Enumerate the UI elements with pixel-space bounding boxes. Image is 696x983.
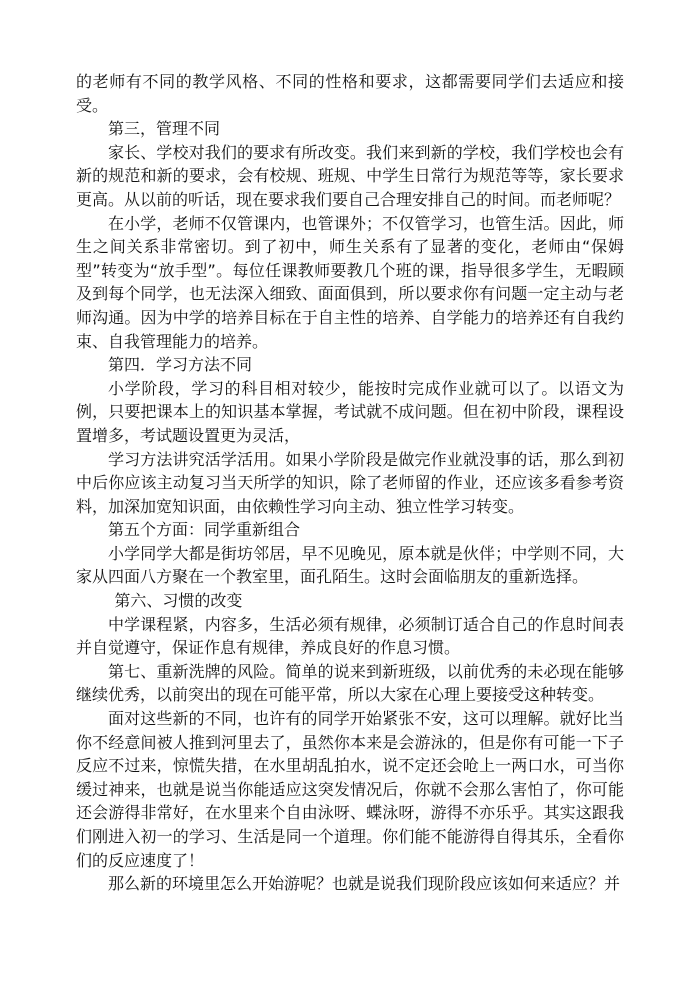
section-heading-classmates: 第五个方面：同学重新组合 (108, 520, 301, 540)
paragraph-study-primary: 小学阶段，学习的科目相对较少，能按时完成作业就可以了。以语文为例，只要把课本上的知识基本掌握，考试就不成问题。但在初中阶段，课程设置增多，考试题设置更为灵活， (76, 378, 624, 445)
paragraph-reshuffle-risk: 第七、重新洗牌的风险。简单的说来到新班级，以前优秀的未必现在能够继续优秀，以前突出的现在可能平常，所以大家在心理上要接受这种转变。 (76, 661, 624, 705)
paragraph-swimming-analogy: 面对这些新的不同，也许有的同学开始紧张不安，这可以理解。就好比当你不经意间被人推到河里去了，虽然你本来是会游泳的，但是你有可能一下子反应不过来，惊慌失措，在水里胡乱拍水，说不定还会呛上一两口水，可当你缓过神来，也就是说当你能适应这突发情况后，你就不会那么害怕了，你可能还会游得非常好，在水里来个自由泳呀、蝶泳呀，游得不亦乐乎。其实这跟我们刚进入初一的学习、生活是同一个道理。你们能不能游得自得其乐，全看你们的反应速度了！ (76, 709, 624, 870)
paragraph-study-methods: 学习方法讲究活学活用。如果小学阶段是做完作业就没事的话，那么到初中后你应该主动复习当天所学的知识，除了老师留的作业，还应该多看参考资料，加深加宽知识面，由依赖性学习向主动、独立性学习转变。 (76, 449, 624, 516)
paragraph-classmates: 小学同学大都是街坊邻居，早不见晚见，原本就是伙伴；中学则不同，大家从四面八方聚在一个教室里，面孔陌生。这时会面临朋友的重新选择。 (76, 543, 624, 587)
paragraph-management-parents: 家长、学校对我们的要求有所改变。我们来到新的学校，我们学校也会有新的规范和新的要求，会有校规、班规、中学生日常行为规范等等，家长要求更高。从以前的听话，现在要求我们要自己合理安排自己的时间。而老师呢？ (76, 142, 624, 209)
paragraph-continuation: 的老师有不同的教学风格、不同的性格和要求，这都需要同学们去适应和接受。 (76, 72, 624, 115)
paragraph-habits: 中学课程紧，内容多，生活必须有规律，必须制订适合自己的作息时间表并自觉遵守，保证作息有规律，养成良好的作息习惯。 (76, 614, 624, 658)
section-heading-management: 第三，管理不同 (108, 119, 221, 139)
paragraph-management-teachers: 在小学，老师不仅管课内，也管课外；不仅管学习，也管生活。因此，师生之间关系非常密切。到了初中，师生关系有了显著的变化，老师由“保姆型”转变为“放手型”。每位任课教师要教几个班的课，指导很多学生，无暇顾及到每个同学，也无法深入细致、面面俱到，所以要求你有问题一定主动与老师沟通。因为中学的培养目标在于自主性的培养、自学能力的培养还有自我约束、自我管理能力的培养。 (76, 213, 624, 351)
section-heading-study-methods: 第四．学习方法不同 (108, 355, 253, 375)
document-page (76, 70, 624, 896)
paragraph-how-to-adapt: 那么新的环境里怎么开始游呢？也就是说我们现阶段应该如何来适应？并 (108, 874, 621, 894)
section-heading-habits: 第六、习惯的改变 (114, 591, 243, 611)
